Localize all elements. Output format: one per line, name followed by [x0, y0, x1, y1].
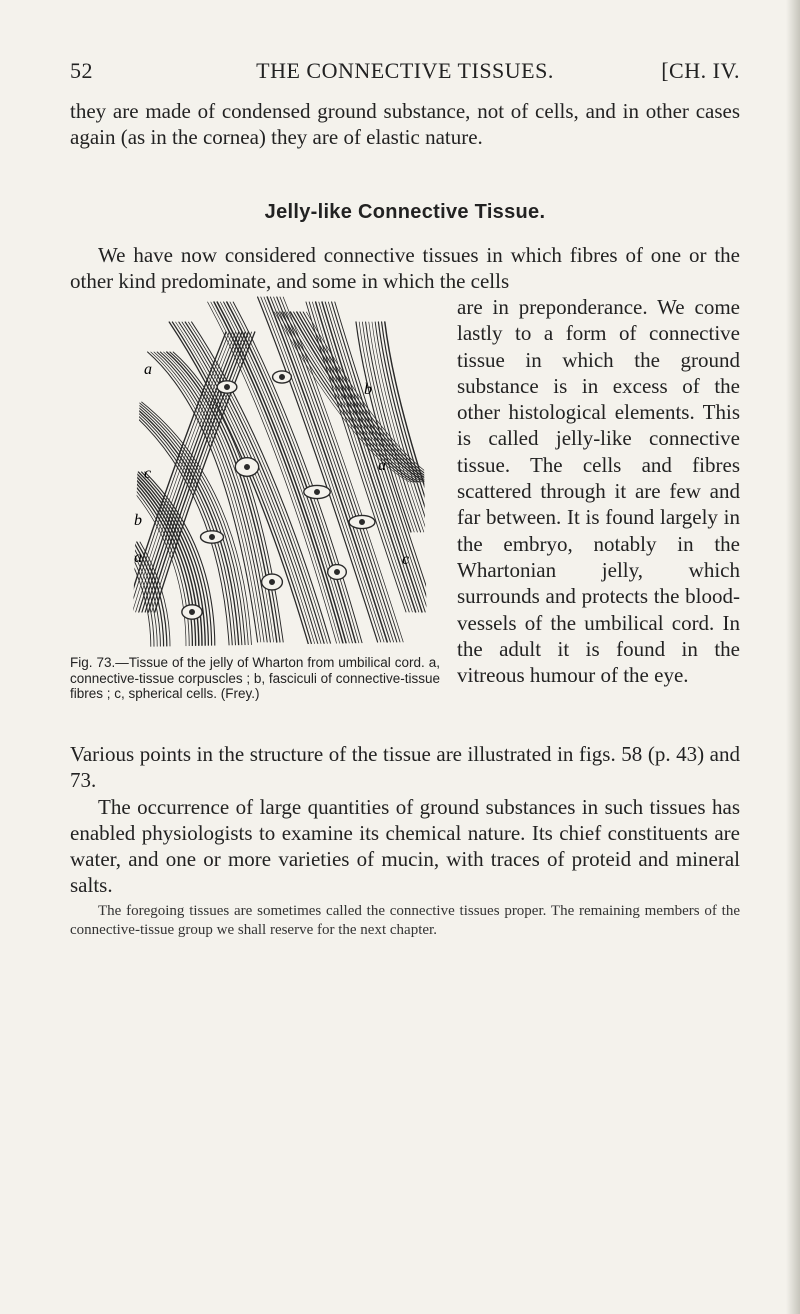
- paragraph-3: The occurrence of large quantities of ground substances in such tissues has enabled physiologists to examine its chemical nature. Its chief constituents are water, and one or more varieties of mucin, with traces of proteid and mineral salts.: [70, 795, 740, 897]
- cell-nucleus: [270, 580, 275, 585]
- figure-label-a-right: a: [378, 457, 386, 474]
- page-edge-shadow: [786, 0, 800, 1314]
- figure-label-a-left: a: [134, 549, 142, 566]
- section-heading: Jelly-like Connective Tissue.: [264, 201, 546, 223]
- page-number: 52: [70, 58, 93, 83]
- figure-label-c-right: c: [402, 551, 410, 568]
- paragraph-1-full-width: We have now considered connective tissues in which fibres of one or the other kind predominate, and some in which the cells: [70, 243, 740, 293]
- intro-paragraph: they are made of condensed ground substance, not of cells, and in other cases again (as in the cornea) they are of elastic nature.: [70, 99, 740, 149]
- running-header: [70, 58, 740, 88]
- cell-nucleus: [360, 520, 365, 525]
- cell-nucleus: [210, 535, 215, 540]
- cell-nucleus: [225, 385, 230, 390]
- cell-nucleus: [315, 490, 320, 495]
- figure-label-b-right: b: [364, 381, 372, 398]
- figure-label-c-left: c: [144, 465, 152, 482]
- running-title: THE CONNECTIVE TISSUES.: [256, 58, 554, 83]
- paragraph-1-column: are in preponderance. We come lastly to a form of connective tissue in which the ground substance is in excess of the other histological elements. This is called jelly-like connective tissue. The cells and fibres scattered through it are few and far between. It is found largely in the embryo, notably in the Whartonian jelly, which surrounds and protects the blood-vessels of the umbilical cord. In the adult it is found in the vitreous humour of the eye.: [457, 295, 740, 688]
- figure-caption-text: —Tissue of the jelly of Wharton from umbilical cord. a, connective-tissue corpuscles ; b, fasciculi of connective-tissue fibres ; c, spherical cells. (Frey.): [70, 655, 440, 701]
- cell-nucleus: [245, 465, 250, 470]
- chapter-label: [CH. IV.: [661, 58, 740, 83]
- figure-number: Fig. 73.: [70, 655, 116, 670]
- figure-73-illustration: [122, 282, 432, 655]
- paragraph-2: Various points in the structure of the tissue are illustrated in figs. 58 (p. 43) and 73.: [70, 742, 740, 792]
- cell-nucleus: [335, 570, 340, 575]
- cell-nucleus: [190, 610, 195, 615]
- figure-caption: [70, 655, 440, 702]
- cell-nucleus: [280, 375, 285, 380]
- figure-label-a-top: a: [144, 361, 152, 378]
- footnote-small-print: The foregoing tissues are sometimes called the connective tissues proper. The remaining members of the connective-tissue group we shall reserve for the next chapter.: [70, 903, 740, 938]
- figure-label-b-left: b: [134, 512, 142, 529]
- wharton-jelly-engraving: [122, 282, 432, 655]
